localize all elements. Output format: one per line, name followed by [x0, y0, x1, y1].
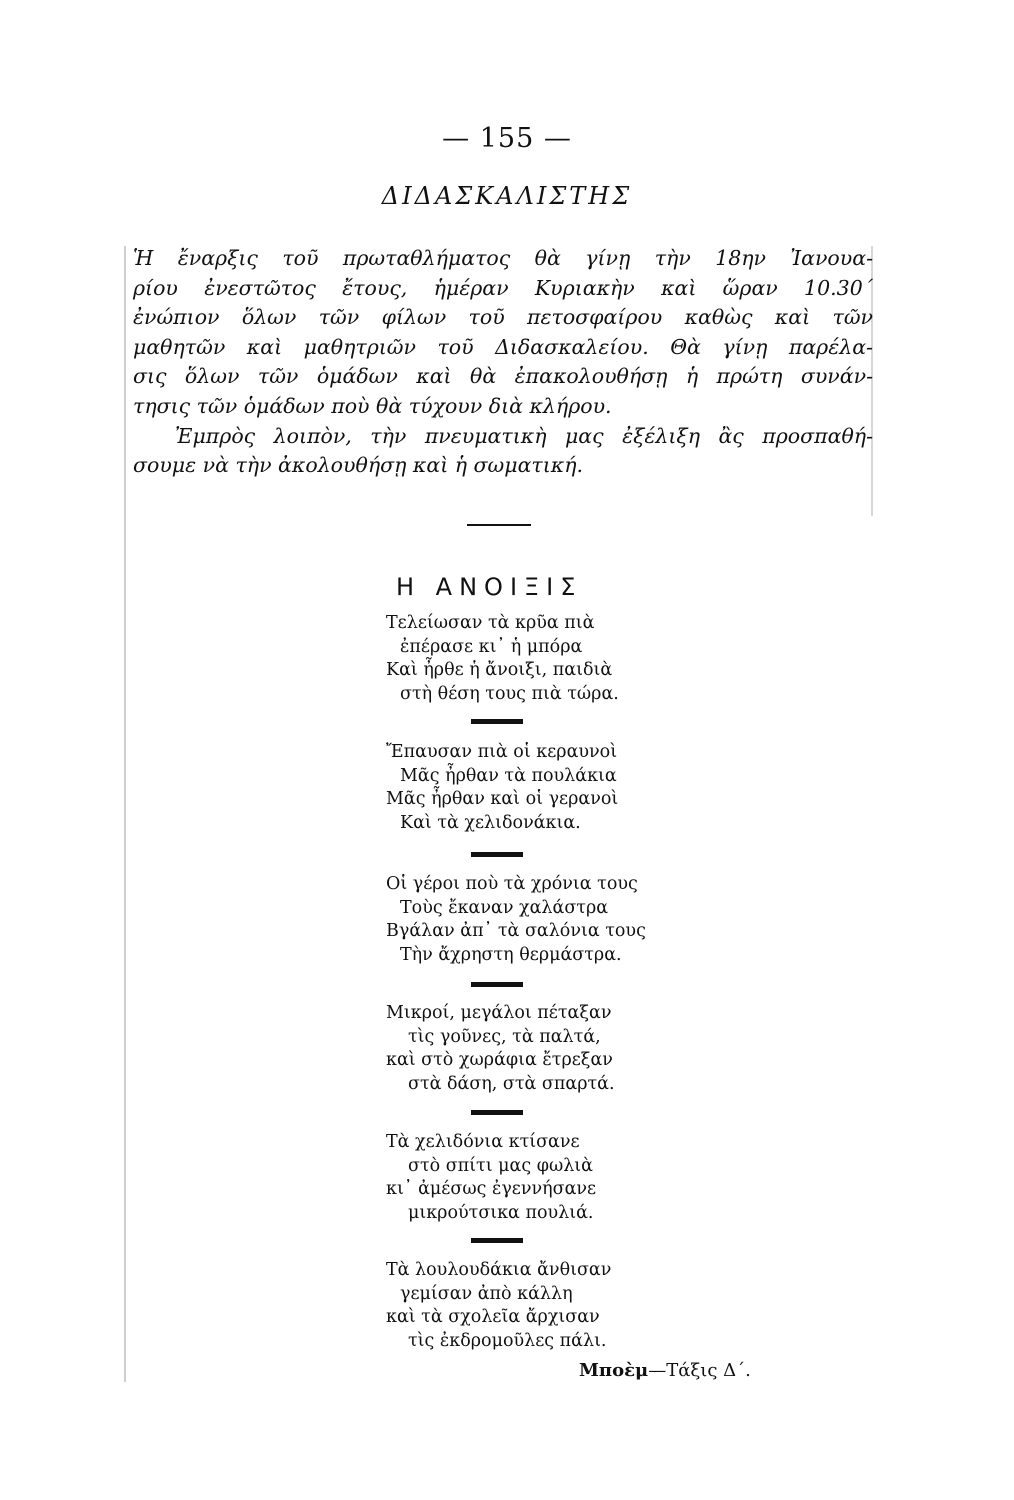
announcement-paragraph — [133, 244, 873, 481]
prose-line: μαθητῶν καὶ μαθητριῶν τοῦ Διδασκαλείου. Θὰ γίνῃ παρέλα- — [133, 334, 873, 359]
verse-line: Τοὺς ἔκαναν χαλάστρα — [400, 897, 609, 918]
stanza-divider — [471, 719, 523, 724]
prose-line: Ἡ ἔναρξις τοῦ πρωταθλήματος θὰ γίνῃ τὴν 18ην Ἰανουα- — [133, 246, 873, 270]
verse-line: στὰ δάση, στὰ σπαρτά. — [408, 1073, 615, 1094]
verse-line: καὶ στὸ χωράφια ἔτρεξαν — [386, 1050, 613, 1070]
poem-signature — [579, 1360, 751, 1381]
poem-stanza — [386, 873, 746, 967]
verse-line: Μᾶς ἦρθαν τὰ πουλάκια — [400, 765, 617, 786]
page-edge-left — [124, 246, 126, 1382]
verse-line: Τὰ χελιδόνια κτίσανε — [386, 1132, 580, 1152]
verse-line: γεμίσαν ἀπὸ κάλλη — [400, 1283, 573, 1304]
verse-line: Μικροί, μεγάλοι πέταξαν — [386, 1003, 612, 1023]
signature-author: Μποὲμ — [579, 1360, 649, 1381]
stanza-divider — [471, 1238, 523, 1243]
verse-line: καὶ τὰ σχολεῖα ἄρχισαν — [386, 1307, 600, 1327]
prose-line: ἐνώπιον ὅλων τῶν φίλων τοῦ πετοσφαίρου καθὼς καὶ τῶν — [133, 305, 873, 330]
verse-line: Καὶ ἦρθε ἡ ἄνοιξι, παιδιὰ — [386, 660, 613, 680]
signature-class: Τάξις Δ΄. — [666, 1360, 751, 1381]
verse-line: στὸ σπίτι μας φωλιὰ — [408, 1155, 593, 1176]
verse-line: ἐπέρασε κι᾿ ἡ μπόρα — [400, 636, 583, 657]
verse-line: Τὰ λουλουδάκια ἄνθισαν — [386, 1260, 612, 1280]
verse-line: Ἔπαυσαν πιὰ οἱ κεραυνοὶ — [386, 742, 618, 762]
prose-line: Ἐμπρὸς λοιπὸν, τὴν πνευματικὴ μας ἐξέλιξη ἂς προσπαθή- — [175, 423, 873, 448]
verse-line: Τελείωσαν τὰ κρῦα πιὰ — [386, 613, 595, 633]
section-divider — [467, 524, 531, 526]
verse-line: στὴ θέση τους πιὰ τώρα. — [400, 683, 619, 704]
verse-line: Τὴν ἄχρηστη θερμάστρα. — [400, 944, 622, 965]
verse-line: τὶς ἐκδρομοῦλες πάλι. — [408, 1330, 607, 1351]
prose-line: σις ὅλων τῶν ὁμάδων καὶ θὰ ἐπακολουθήσῃ ἡ πρώτη συνάν- — [133, 364, 873, 389]
stanza-divider — [471, 852, 523, 857]
verse-line: Καὶ τὰ χελιδονάκια. — [400, 812, 581, 833]
prose-line: σουμε νὰ τὴν ἀκολουθήσῃ καὶ ἡ σωματική. — [133, 453, 584, 478]
verse-line: Οἱ γέροι ποὺ τὰ χρόνια τους — [386, 874, 638, 894]
poem-stanza — [386, 741, 746, 835]
stanza-divider — [471, 1110, 523, 1115]
prose-line: τησις τῶν ὁμάδων ποὺ θὰ τύχουν διὰ κλήρου. — [133, 393, 612, 418]
poem-stanza — [386, 1259, 746, 1353]
poem-stanza — [386, 1002, 746, 1096]
signature-separator: — — [648, 1360, 667, 1381]
page-number: — 155 — — [442, 123, 572, 154]
poem-stanza — [386, 1131, 746, 1225]
verse-line: Βγάλαν ἀπ᾿ τὰ σαλόνια τους — [386, 921, 646, 941]
verse-line: μικρούτσικα πουλιά. — [408, 1202, 594, 1223]
prose-line: ρίου ἐνεστῶτος ἔτους, ἡμέραν Κυριακὴν καὶ ὥραν 10.30΄ — [133, 275, 873, 300]
verse-line: Μᾶς ἦρθαν καὶ οἱ γερανοὶ — [386, 789, 619, 809]
verse-line: κι᾿ ἀμέσως ἐγεννήσανε — [386, 1179, 597, 1199]
section-title: ΔΙΔΑΣΚΑΛΙΣΤΗΣ — [381, 182, 633, 210]
verse-line: τὶς γοῦνες, τὰ παλτά, — [408, 1026, 601, 1047]
stanza-divider — [471, 982, 523, 987]
poem-stanza — [386, 612, 746, 706]
poem-title: Η ΑΝΟΙΞΙΣ — [396, 573, 583, 601]
